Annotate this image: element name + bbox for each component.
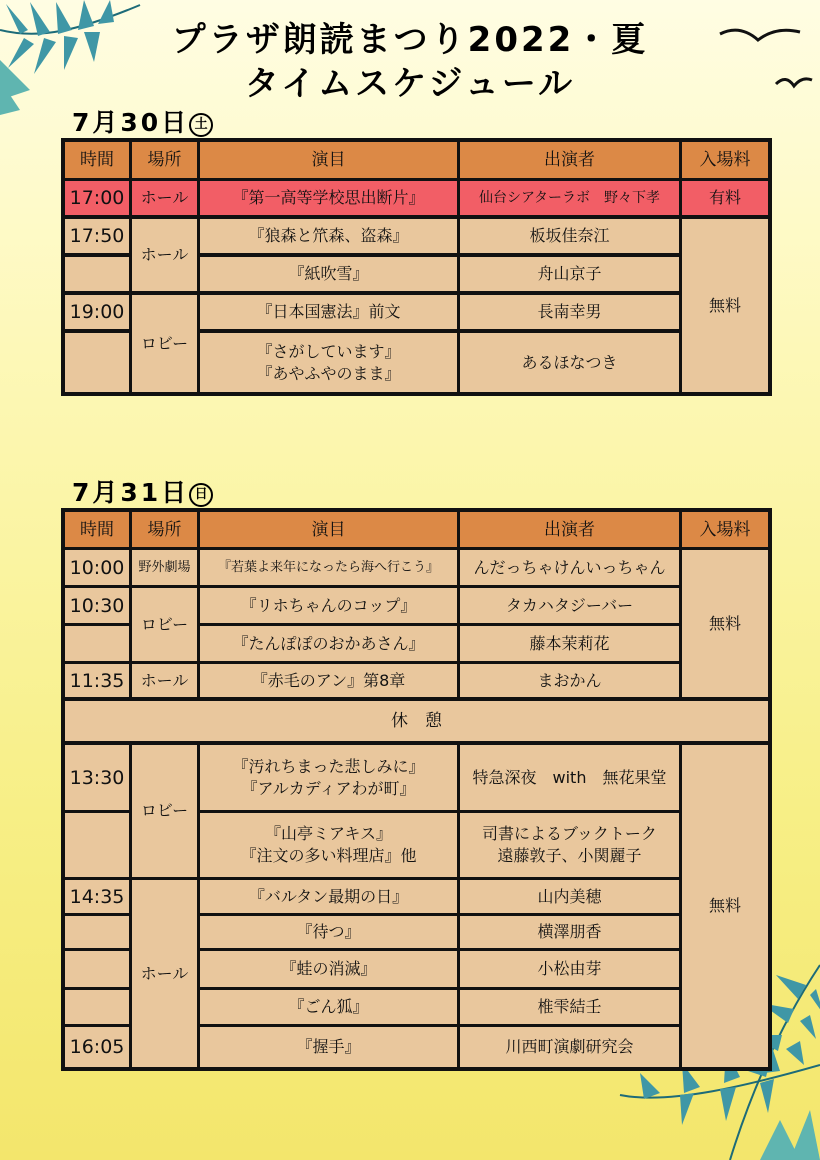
program-cell: 『ごん狐』: [200, 990, 457, 1024]
page-title: [0, 18, 820, 106]
time-cell: 17:00: [65, 181, 129, 215]
performer-cell: 小松由芽: [460, 951, 679, 987]
day1-weekday-badge: 土: [189, 113, 213, 137]
program-cell: 『リホちゃんのコップ』: [200, 588, 457, 623]
day2-schedule-table: [61, 508, 772, 1071]
time-cell-empty: [65, 990, 129, 1024]
place-cell: ホール: [132, 880, 197, 1067]
performer-cell: タカハタジーバー: [460, 588, 679, 623]
header-program: 演目: [200, 142, 457, 178]
time-cell: 19:00: [65, 295, 129, 329]
program-cell: 『若葉よ来年になったら海へ行こう』: [200, 550, 457, 585]
header-time: 時間: [65, 512, 129, 547]
performer-cell: 仙台シアターラボ 野々下孝: [460, 181, 679, 215]
time-cell: 10:30: [65, 588, 129, 623]
program-cell: 『握手』: [200, 1027, 457, 1067]
time-cell: 10:00: [65, 550, 129, 585]
place-cell: ホール: [132, 219, 197, 291]
performer-cell: 特急深夜 with 無花果堂: [460, 745, 679, 810]
fee-cell-free: 無料: [682, 550, 768, 697]
performer-cell: 舟山京子: [460, 257, 679, 291]
page-title-line1: プラザ朗読まつり2022・夏: [171, 20, 649, 60]
time-cell: 11:35: [65, 664, 129, 697]
performer-cell: 山内美穂: [460, 880, 679, 913]
time-cell: 17:50: [65, 219, 129, 253]
place-cell: ホール: [132, 181, 197, 215]
program-cell: 『日本国憲法』前文: [200, 295, 457, 329]
header-place: 場所: [132, 142, 197, 178]
place-cell: ロビー: [132, 588, 197, 661]
performer-cell: んだっちゃけんいっちゃん: [460, 550, 679, 585]
day2-date-heading: [72, 473, 213, 509]
day2-weekday-badge: 日: [189, 483, 213, 507]
header-performer: 出演者: [460, 142, 679, 178]
place-cell: ロビー: [132, 745, 197, 877]
time-cell: 13:30: [65, 745, 129, 810]
time-cell-empty: [65, 257, 129, 291]
performer-cell: あるほなつき: [460, 333, 679, 392]
fee-cell-free: 無料: [682, 219, 768, 392]
program-cell: 『さがしています』 『あやふやのまま』: [200, 333, 457, 392]
performer-cell: まおかん: [460, 664, 679, 697]
time-cell: 14:35: [65, 880, 129, 913]
header-performer: 出演者: [460, 512, 679, 547]
performer-cell: 板坂佳奈江: [460, 219, 679, 253]
day1-date: 7月30日: [72, 108, 190, 137]
break-row: 休 憩: [65, 701, 768, 741]
program-cell: 『山亭ミアキス』 『注文の多い料理店』他: [200, 813, 457, 877]
header-fee: 入場料: [682, 142, 768, 178]
fee-cell-free: 無料: [682, 745, 768, 1067]
performer-cell: 川西町演劇研究会: [460, 1027, 679, 1067]
time-cell: 16:05: [65, 1027, 129, 1067]
header-program: 演目: [200, 512, 457, 547]
day1-date-heading: [72, 103, 213, 139]
program-cell: 『紙吹雪』: [200, 257, 457, 291]
time-cell-empty: [65, 626, 129, 661]
header-fee: 入場料: [682, 512, 768, 547]
page-title-line2: タイムスケジュール: [244, 64, 576, 104]
performer-cell: 椎雫結壬: [460, 990, 679, 1024]
time-cell-empty: [65, 916, 129, 948]
program-cell: 『たんぽぽのおかあさん』: [200, 626, 457, 661]
fee-cell-paid: 有料: [682, 181, 768, 215]
program-cell: 『第一高等学校思出断片』: [200, 181, 457, 215]
program-cell: 『バルタン最期の日』: [200, 880, 457, 913]
place-cell: 野外劇場: [132, 550, 197, 585]
header-place: 場所: [132, 512, 197, 547]
time-cell-empty: [65, 813, 129, 877]
day1-schedule-table: [61, 138, 772, 396]
time-cell-empty: [65, 951, 129, 987]
performer-cell: 横澤朋香: [460, 916, 679, 948]
place-cell: ホール: [132, 664, 197, 697]
performer-cell: 藤本茉莉花: [460, 626, 679, 661]
performer-cell: 司書によるブックトーク 遠藤敦子、小関麗子: [460, 813, 679, 877]
time-cell-empty: [65, 333, 129, 392]
program-cell: 『蛙の消滅』: [200, 951, 457, 987]
day2-date: 7月31日: [72, 478, 190, 507]
performer-cell: 長南幸男: [460, 295, 679, 329]
program-cell: 『狼森と笊森、盗森』: [200, 219, 457, 253]
place-cell: ロビー: [132, 295, 197, 392]
program-cell: 『待つ』: [200, 916, 457, 948]
program-cell: 『赤毛のアン』第8章: [200, 664, 457, 697]
header-time: 時間: [65, 142, 129, 178]
program-cell: 『汚れちまった悲しみに』 『アルカディアわが町』: [200, 745, 457, 810]
